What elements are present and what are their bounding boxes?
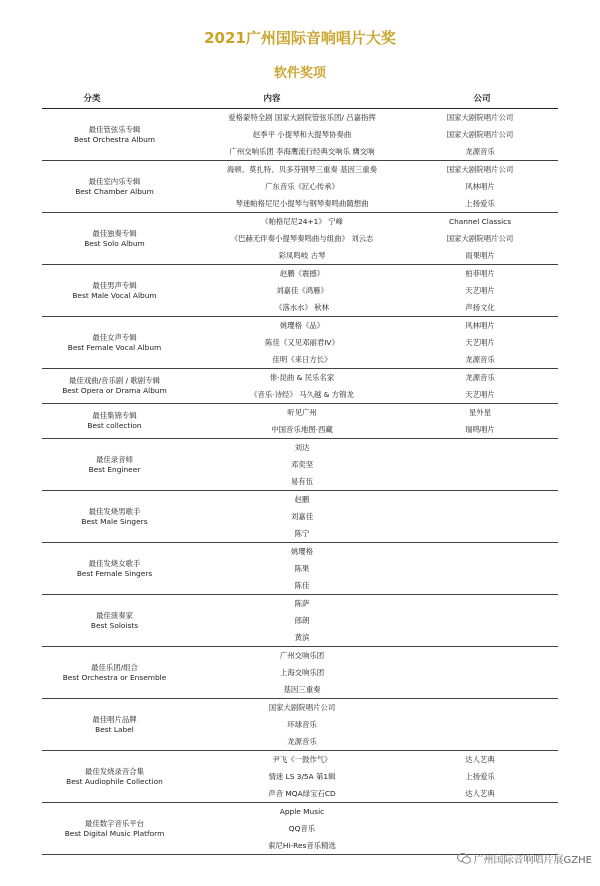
table-row: [42, 369, 558, 386]
category-name-cn: 最佳戏曲/音乐剧 / 歌剧专辑: [69, 376, 160, 385]
content-cell: 《音乐·诗经》 马久越 & 方锦龙: [250, 390, 354, 399]
content-cell: 陈果: [294, 564, 310, 573]
table-row: [42, 699, 558, 716]
content-cell: 中国音乐地图·西藏: [271, 425, 333, 434]
category-name-en: Best Label: [95, 724, 134, 734]
category-name-en: Best Soloists: [90, 620, 139, 630]
award-group: [42, 543, 558, 595]
content-cell: 环球音乐: [287, 720, 317, 729]
page-subtitle: 软件奖项: [273, 66, 326, 81]
company-cell: 龙源音乐: [465, 147, 495, 156]
table-row: [42, 560, 558, 577]
table-row: [42, 421, 558, 438]
award-group: [42, 439, 558, 491]
table-row: [42, 334, 558, 351]
table-row: [42, 247, 558, 264]
category-name-en: Best collection: [87, 421, 142, 430]
category-name-cn: 最佳录音师: [96, 454, 133, 464]
category-name-cn: 最佳独奏专辑: [92, 228, 137, 238]
category-name-cn: 最佳数字音乐平台: [84, 818, 145, 828]
content-cell: 琴迷帕格尼尼小提琴与钢琴奏鸣曲随想曲: [235, 199, 369, 208]
award-group: [42, 213, 558, 265]
content-cell: 陈佳《又见邓丽君IV》: [265, 338, 339, 347]
content-cell: 姚璎格: [290, 547, 314, 556]
content-cell: 赵季平 小提琴和大提琴协奏曲: [252, 130, 352, 139]
table-row: [42, 785, 558, 802]
category-name-cn: 最佳管弦乐专辑: [88, 124, 141, 134]
content-cell: 声音 MQA绿宝石CD: [268, 789, 336, 798]
table-row: [42, 491, 558, 508]
category-name-en: Best Opera or Drama Album: [62, 386, 167, 395]
content-cell: 《落水水》 秋林: [274, 303, 330, 312]
table-row: [42, 612, 558, 629]
table-row: [42, 629, 558, 646]
content-cell: 海顿、莫扎特、贝多芬钢琴三重奏 基因三重奏: [226, 165, 378, 174]
category-name-en: Best Chamber Album: [75, 186, 154, 196]
table-header: [42, 92, 558, 107]
company-cell: 龙源音乐: [465, 355, 495, 364]
award-group: [42, 369, 558, 404]
content-cell: 上海交响乐团: [279, 668, 325, 677]
content-cell: Apple Music: [279, 807, 325, 816]
company-cell: 声扬文化: [465, 303, 495, 312]
award-group: [42, 317, 558, 369]
category-name-cn: 最佳发烧男歌手: [88, 506, 141, 516]
table-row: [42, 577, 558, 594]
company-cell: 瑞鸣唱片: [465, 425, 495, 434]
table-row: [42, 386, 558, 403]
content-cell: 陈佳: [294, 581, 310, 590]
category-name-en: Best Female Singers: [76, 568, 153, 578]
company-cell: 达人艺典: [465, 755, 495, 764]
category-name-cn: 最佳室内乐专辑: [88, 176, 141, 186]
table-row: [42, 768, 558, 785]
award-group: [42, 803, 558, 855]
company-cell: 风林唱片: [465, 321, 495, 330]
company-cell: 上扬爱乐: [465, 772, 495, 781]
category-name-en: Best Female Vocal Album: [67, 342, 162, 352]
company-cell: 国家大剧院唱片公司: [446, 130, 514, 139]
award-group: [42, 699, 558, 751]
company-cell: 国家大剧院唱片公司: [446, 113, 514, 122]
table-row: [42, 317, 558, 334]
content-cell: 《帕格尼尼24+1》 宁峰: [261, 217, 343, 226]
content-cell: 刘嘉佳《鸿雁》: [276, 286, 328, 295]
content-cell: 佳明《来日方长》: [272, 355, 332, 364]
table-row: [42, 161, 558, 178]
company-cell: 柏菲唱片: [465, 269, 495, 278]
page-title: 2021广州国际音响唱片大奖: [204, 29, 396, 47]
category-name-en: Best Audiophile Collection: [66, 776, 163, 786]
company-cell: 上扬爱乐: [465, 199, 495, 208]
content-cell: 广东音乐《匠心传承》: [265, 182, 339, 191]
table-row: [42, 681, 558, 698]
table-row: [42, 820, 558, 837]
content-cell: 索尼Hi-Res音乐精选: [268, 841, 336, 850]
category-name-cn: 最佳唱片品牌: [92, 714, 137, 724]
table-row: [42, 265, 558, 282]
category-name-cn: 最佳发烧女歌手: [88, 558, 141, 568]
category-name-cn: 最佳男声专辑: [92, 280, 137, 290]
content-cell: 情迷 LS 3/5A 第1辑: [268, 772, 336, 781]
content-cell: 赵鹏: [294, 495, 310, 504]
content-cell: 刘达: [294, 443, 310, 452]
company-cell: 天艺唱片: [465, 286, 495, 295]
content-cell: 赵鹏《震撼》: [279, 269, 325, 278]
table-row: [42, 456, 558, 473]
company-cell: 国家大剧院唱片公司: [446, 234, 514, 243]
award-group: [42, 647, 558, 699]
award-group: [42, 109, 558, 161]
category-name-en: Best Digital Music Platform: [64, 828, 165, 838]
category-name-en: Best Orchestra Album: [73, 134, 156, 144]
content-cell: 郎朗: [294, 616, 310, 625]
content-cell: 易有伍: [290, 477, 314, 486]
award-group: [42, 491, 558, 543]
table-row: [42, 647, 558, 664]
category-name-cn: 最佳演奏家: [96, 610, 133, 620]
table-row: [42, 733, 558, 750]
content-cell: 广州交响乐团: [279, 651, 325, 660]
table-row: [42, 299, 558, 316]
content-cell: 姚璎格《品》: [279, 321, 325, 330]
category-name-cn: 最佳女声专辑: [92, 332, 137, 342]
header-category: 分类: [83, 94, 101, 104]
content-cell: QQ音乐: [288, 824, 316, 833]
watermark: [457, 851, 592, 866]
table-row: [42, 195, 558, 212]
content-cell: 邓奕坚: [290, 460, 314, 469]
award-group: [42, 404, 558, 439]
table-row: [42, 404, 558, 421]
award-group: [42, 265, 558, 317]
company-cell: 星外星: [468, 408, 492, 417]
category-name-en: Best Orchestra or Ensemble: [62, 672, 167, 682]
award-group: [42, 751, 558, 803]
content-cell: 《巴赫无伴奏小提琴奏鸣曲与组曲》 刘云志: [230, 234, 374, 243]
table-row: [42, 109, 558, 126]
company-cell: 龙源音乐: [465, 373, 495, 382]
table-row: [42, 508, 558, 525]
table-row: [42, 525, 558, 542]
table-row: [42, 351, 558, 368]
content-cell: 彩凤鸣岐 古琴: [278, 251, 326, 260]
company-cell: 国家大剧院唱片公司: [446, 165, 514, 174]
category-name-en: Best Male Singers: [81, 516, 148, 526]
table-row: [42, 751, 558, 768]
table-row: [42, 716, 558, 733]
content-cell: 尹飞《一鼓作气》: [272, 755, 332, 764]
category-name-cn: 最佳集锦专辑: [92, 411, 137, 420]
wechat-icon: [457, 853, 471, 864]
table-row: [42, 126, 558, 143]
awards-table: [42, 109, 558, 855]
table-row: [42, 664, 558, 681]
award-group: [42, 161, 558, 213]
content-cell: 黄滨: [294, 633, 310, 642]
content-cell: 陈宁: [294, 529, 310, 538]
header-content: 内容: [263, 94, 281, 104]
category-name-cn: 最佳发烧录音合集: [84, 766, 145, 776]
table-row: [42, 439, 558, 456]
company-cell: Channel Classics: [448, 217, 512, 226]
content-cell: 基因三重奏: [283, 685, 321, 694]
table-row: [42, 282, 558, 299]
company-cell: 天艺唱片: [465, 390, 495, 399]
table-row: [42, 543, 558, 560]
content-cell: 陈萨: [294, 599, 310, 608]
table-row: [42, 595, 558, 612]
company-cell: 风林唱片: [465, 182, 495, 191]
company-cell: 雨果唱片: [465, 251, 495, 260]
content-cell: 听见广州: [287, 408, 317, 417]
table-row: [42, 213, 558, 230]
content-cell: 爱格蒙特全剧 国家大剧院管弦乐团/ 吕嘉指挥: [228, 113, 376, 122]
watermark-text: 广州国际音响唱片展GZHE: [473, 855, 592, 866]
content-cell: 刘嘉佳: [290, 512, 314, 521]
table-row: [42, 178, 558, 195]
category-name-en: Best Solo Album: [84, 238, 145, 248]
table-row: [42, 803, 558, 820]
category-name-en: Best Engineer: [88, 464, 141, 474]
category-name-en: Best Male Vocal Album: [72, 290, 157, 300]
content-cell: 国家大剧院唱片公司: [268, 703, 336, 712]
category-name-cn: 最佳乐团/组合: [91, 662, 138, 672]
content-cell: 广州交响乐团 李海鹰流行经典交响乐 膺交响: [229, 147, 375, 156]
table-row: [42, 230, 558, 247]
award-group: [42, 595, 558, 647]
table-row: [42, 473, 558, 490]
company-cell: 达人艺典: [465, 789, 495, 798]
table-row: [42, 143, 558, 160]
content-cell: 俳·昆曲 & 民乐名家: [269, 373, 335, 382]
content-cell: 龙源音乐: [287, 737, 317, 746]
company-cell: 天艺唱片: [465, 338, 495, 347]
header-company: 公司: [473, 94, 491, 104]
